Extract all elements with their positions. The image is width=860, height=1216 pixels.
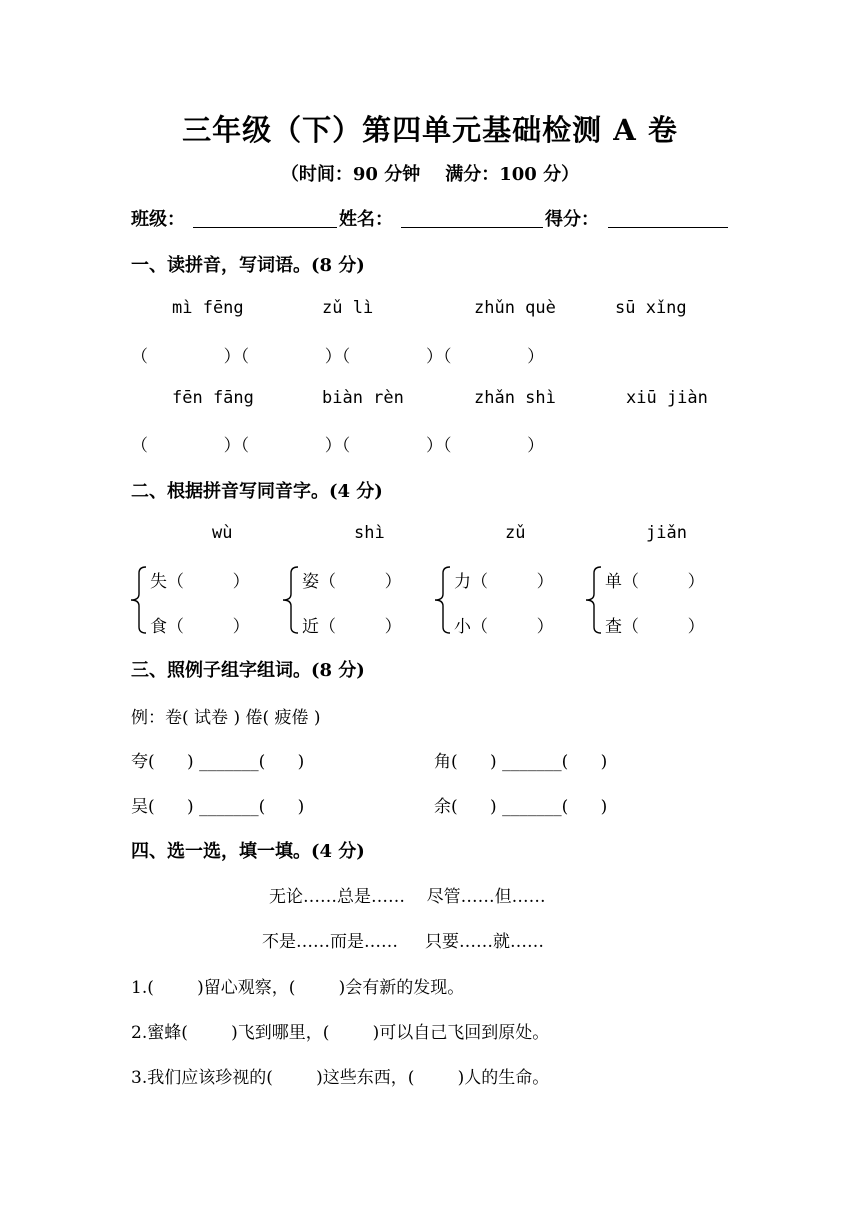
pinyin-item: fēn fāng: [172, 388, 254, 408]
question-3[interactable]: 3.我们应该珍视的( )这些东西，( )人的生命。: [131, 1068, 550, 1088]
question-2[interactable]: 2.蜜蜂( )飞到哪里，( )可以自己飞回到原处。: [131, 1023, 550, 1043]
section-4-heading: 四、选一选，填一填。(4 分): [131, 841, 365, 862]
score-blank[interactable]: [608, 227, 728, 228]
class-label: 班级：: [131, 209, 185, 230]
char-blank[interactable]: 近（ ）: [302, 617, 402, 637]
pinyin-item: zǔ: [505, 523, 526, 543]
curly-brace-icon: [280, 565, 300, 635]
pinyin-item: zǔ lì: [322, 298, 374, 318]
char-blank[interactable]: 小（ ）: [454, 617, 554, 637]
word-blank[interactable]: 吴( ) _______( ): [131, 797, 305, 817]
score-label: 得分：: [545, 209, 599, 230]
page-title: 三年级（下）第四单元基础检测 A 卷: [182, 113, 678, 147]
pinyin-item: biàn rèn: [322, 388, 404, 408]
pinyin-item: xiū jiàn: [626, 388, 708, 408]
pinyin-item: zhǎn shì: [474, 388, 556, 408]
curly-brace-icon: [583, 565, 603, 635]
option-list: 不是……而是…… 只要……就……: [262, 932, 545, 952]
name-label: 姓名：: [339, 209, 393, 230]
word-blank[interactable]: 余( ) _______( ): [434, 797, 608, 817]
class-blank[interactable]: [193, 227, 337, 228]
pinyin-item: zhǔn què: [474, 298, 556, 318]
section-2-heading: 二、根据拼音写同音字。(4 分): [131, 481, 383, 502]
option-list: 无论……总是…… 尽管……但……: [269, 887, 546, 907]
char-blank[interactable]: 单（ ）: [605, 572, 705, 592]
word-blank[interactable]: 角( ) _______( ): [434, 752, 608, 772]
pinyin-item: mì fēng: [172, 298, 244, 318]
question-1[interactable]: 1.( )留心观察，( )会有新的发现。: [131, 978, 465, 998]
char-blank[interactable]: 力（ ）: [454, 572, 554, 592]
example-line: 例：卷( 试卷 ) 倦( 疲倦 ): [131, 708, 321, 728]
page-subtitle: （时间：90 分钟 满分：100 分）: [280, 164, 580, 185]
pinyin-item: wù: [212, 523, 233, 543]
curly-brace-icon: [128, 565, 148, 635]
name-blank[interactable]: [401, 227, 543, 228]
char-blank[interactable]: 姿（ ）: [302, 572, 402, 592]
char-blank[interactable]: 失（ ）: [150, 572, 250, 592]
curly-brace-icon: [432, 565, 452, 635]
word-blank[interactable]: 夸( ) _______( ): [131, 752, 305, 772]
pinyin-item: jiǎn: [646, 523, 687, 543]
char-blank[interactable]: 食（ ）: [150, 617, 250, 637]
answer-boxes-row[interactable]: （ ）（ ）（ ）（ ）: [131, 347, 545, 367]
char-blank[interactable]: 查（ ）: [605, 617, 705, 637]
section-1-heading: 一、读拼音，写词语。(8 分): [131, 255, 365, 276]
pinyin-item: shì: [354, 523, 385, 543]
pinyin-item: sū xǐng: [615, 298, 687, 318]
answer-boxes-row[interactable]: （ ）（ ）（ ）（ ）: [131, 436, 545, 456]
section-3-heading: 三、照例子组字组词。(8 分): [131, 660, 365, 681]
